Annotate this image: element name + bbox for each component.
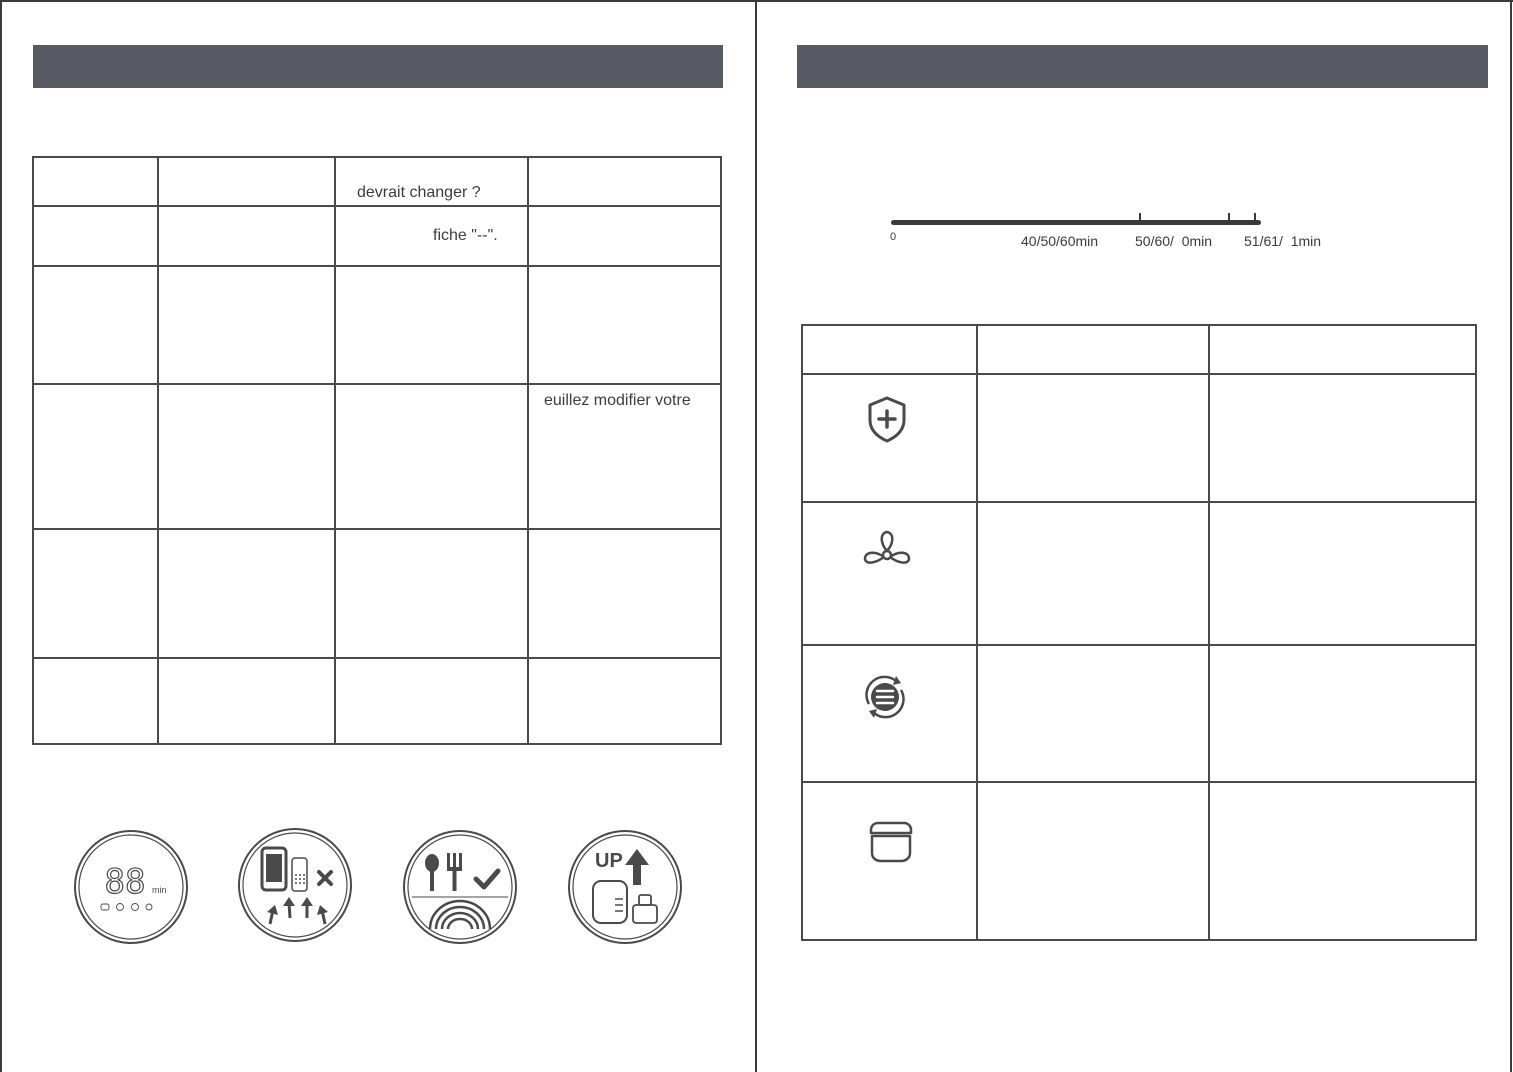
left-page: [0, 0, 756, 1072]
timeline-label: 51/61/ 1min: [1244, 233, 1322, 249]
table-row: [802, 502, 1476, 645]
table-row: [33, 658, 721, 744]
left-table: [32, 156, 722, 745]
utensils-check-icon: [402, 829, 518, 945]
table-row: [33, 529, 721, 658]
right-page: [757, 0, 1513, 1072]
display-unit: min: [152, 885, 167, 895]
table-row: [802, 645, 1476, 782]
timeline-tick: [1228, 213, 1230, 223]
timer-timeline: [887, 205, 1347, 255]
table-row: [33, 206, 721, 266]
list-cycle-icon: [860, 672, 910, 722]
table-row: [33, 157, 721, 206]
table-cell: fiche "--".: [433, 227, 498, 244]
table-row: [802, 325, 1476, 374]
table-header-cell: devrait changer ?: [357, 184, 481, 201]
shield-plus-icon: [865, 395, 909, 443]
up-label: UP: [595, 850, 623, 872]
left-header-bar: [33, 45, 723, 88]
table-row: [802, 782, 1476, 940]
right-header-bar: [797, 45, 1488, 88]
timeline-label: 40/50/60min: [1021, 233, 1099, 249]
timeline-label: 50/60/ 0min: [1135, 233, 1213, 249]
up-arrow-bottle-icon: [567, 829, 683, 945]
display-digits: 88: [104, 862, 146, 902]
table-cell: euillez modifier votre: [544, 392, 691, 409]
phone-remote-x-icon: [237, 827, 353, 943]
timeline-bar: [891, 220, 1261, 225]
timeline-tick: [1254, 213, 1256, 223]
container-icon: [868, 819, 914, 865]
fan-icon: [862, 529, 912, 579]
timeline-tick: [1139, 213, 1141, 223]
timeline-start-label: 0: [890, 231, 897, 243]
right-table: [801, 324, 1477, 941]
table-row: [802, 374, 1476, 502]
table-row: [33, 384, 721, 529]
display-88-min-icon: [73, 829, 189, 945]
table-row: [33, 266, 721, 384]
